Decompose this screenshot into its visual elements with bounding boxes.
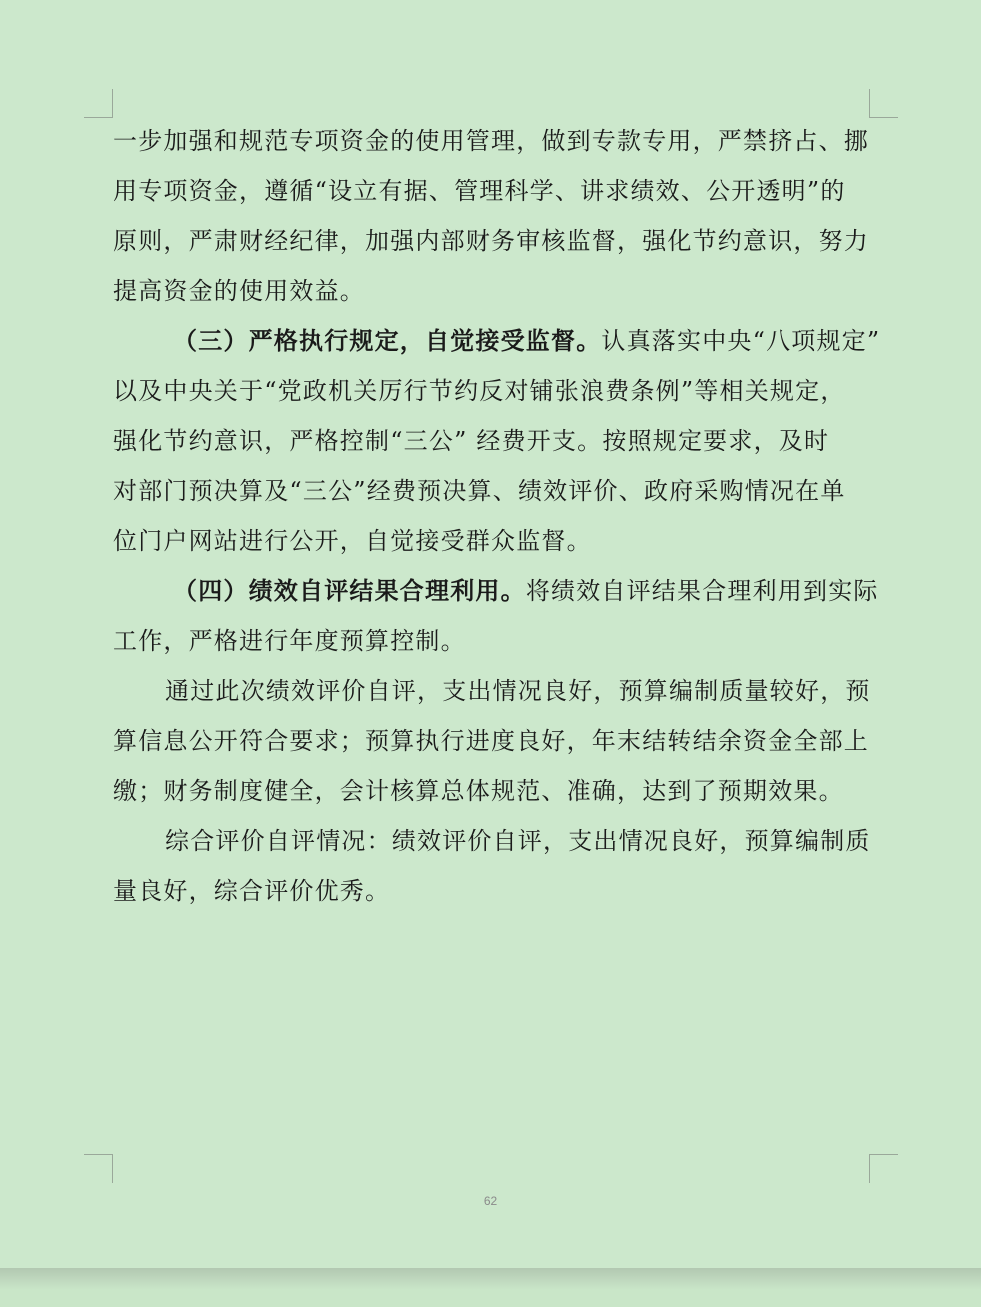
text-line bbox=[113, 566, 879, 616]
text-line bbox=[113, 316, 881, 366]
paragraph-supervision bbox=[113, 316, 881, 566]
section-heading: （四）绩效自评结果合理利用。 bbox=[173, 576, 526, 605]
margin-corner-top-left bbox=[84, 89, 113, 118]
text-line: 对部门预决算及“三公”经费预决算、绩效评价、政府采购情况在单 bbox=[113, 477, 846, 505]
text-line: 缴；财务制度健全，会计核算总体规范、准确，达到了预期效果。 bbox=[113, 777, 844, 805]
text-line: 一步加强和规范专项资金的使用管理，做到专款专用，严禁挤占、挪 bbox=[113, 127, 869, 155]
text-line: 通过此次绩效评价自评，支出情况良好，预算编制质量较好，预 bbox=[165, 677, 871, 705]
text-line: 原则，严肃财经纪律，加强内部财务审核监督，强化节约意识，努力 bbox=[113, 227, 869, 255]
margin-corner-top-right bbox=[869, 89, 898, 118]
text-line: 提高资金的使用效益。 bbox=[113, 277, 365, 305]
text-line: 位门户网站进行公开，自觉接受群众监督。 bbox=[113, 527, 592, 555]
text-line: 用专项资金，遵循“设立有据、管理科学、讲求绩效、公开透明”的 bbox=[113, 177, 846, 205]
text-span: 将绩效自评结果合理利用到实际 bbox=[525, 577, 879, 605]
text-line: 量良好，综合评价优秀。 bbox=[113, 877, 391, 905]
text-line: 算信息公开符合要求；预算执行进度良好，年末结转结余资金全部上 bbox=[113, 727, 869, 755]
text-line: 以及中央关于“党政机关厉行节约反对铺张浪费条例”等相关规定， bbox=[113, 377, 846, 405]
text-span: 认真落实中央“八项规定” bbox=[601, 327, 881, 355]
page-number: 62 bbox=[483, 1194, 498, 1208]
paragraph-overall-rating bbox=[113, 816, 873, 916]
text-line: 工作，严格进行年度预算控制。 bbox=[113, 627, 466, 655]
section-heading: （三）严格执行规定，自觉接受监督。 bbox=[173, 326, 602, 355]
paragraph-funds-management bbox=[113, 116, 873, 316]
page-body bbox=[113, 116, 881, 916]
margin-corner-bottom-right bbox=[869, 1154, 898, 1183]
text-line: 强化节约意识，严格控制“三公” 经费开支。按照规定要求，及时 bbox=[113, 427, 830, 455]
page-shadow bbox=[0, 1268, 981, 1290]
paragraph-results-usage bbox=[113, 566, 879, 666]
text-line: 综合评价自评情况：绩效评价自评，支出情况良好，预算编制质 bbox=[165, 827, 871, 855]
margin-corner-bottom-left bbox=[84, 1154, 113, 1183]
paragraph-evaluation-summary bbox=[113, 666, 873, 816]
